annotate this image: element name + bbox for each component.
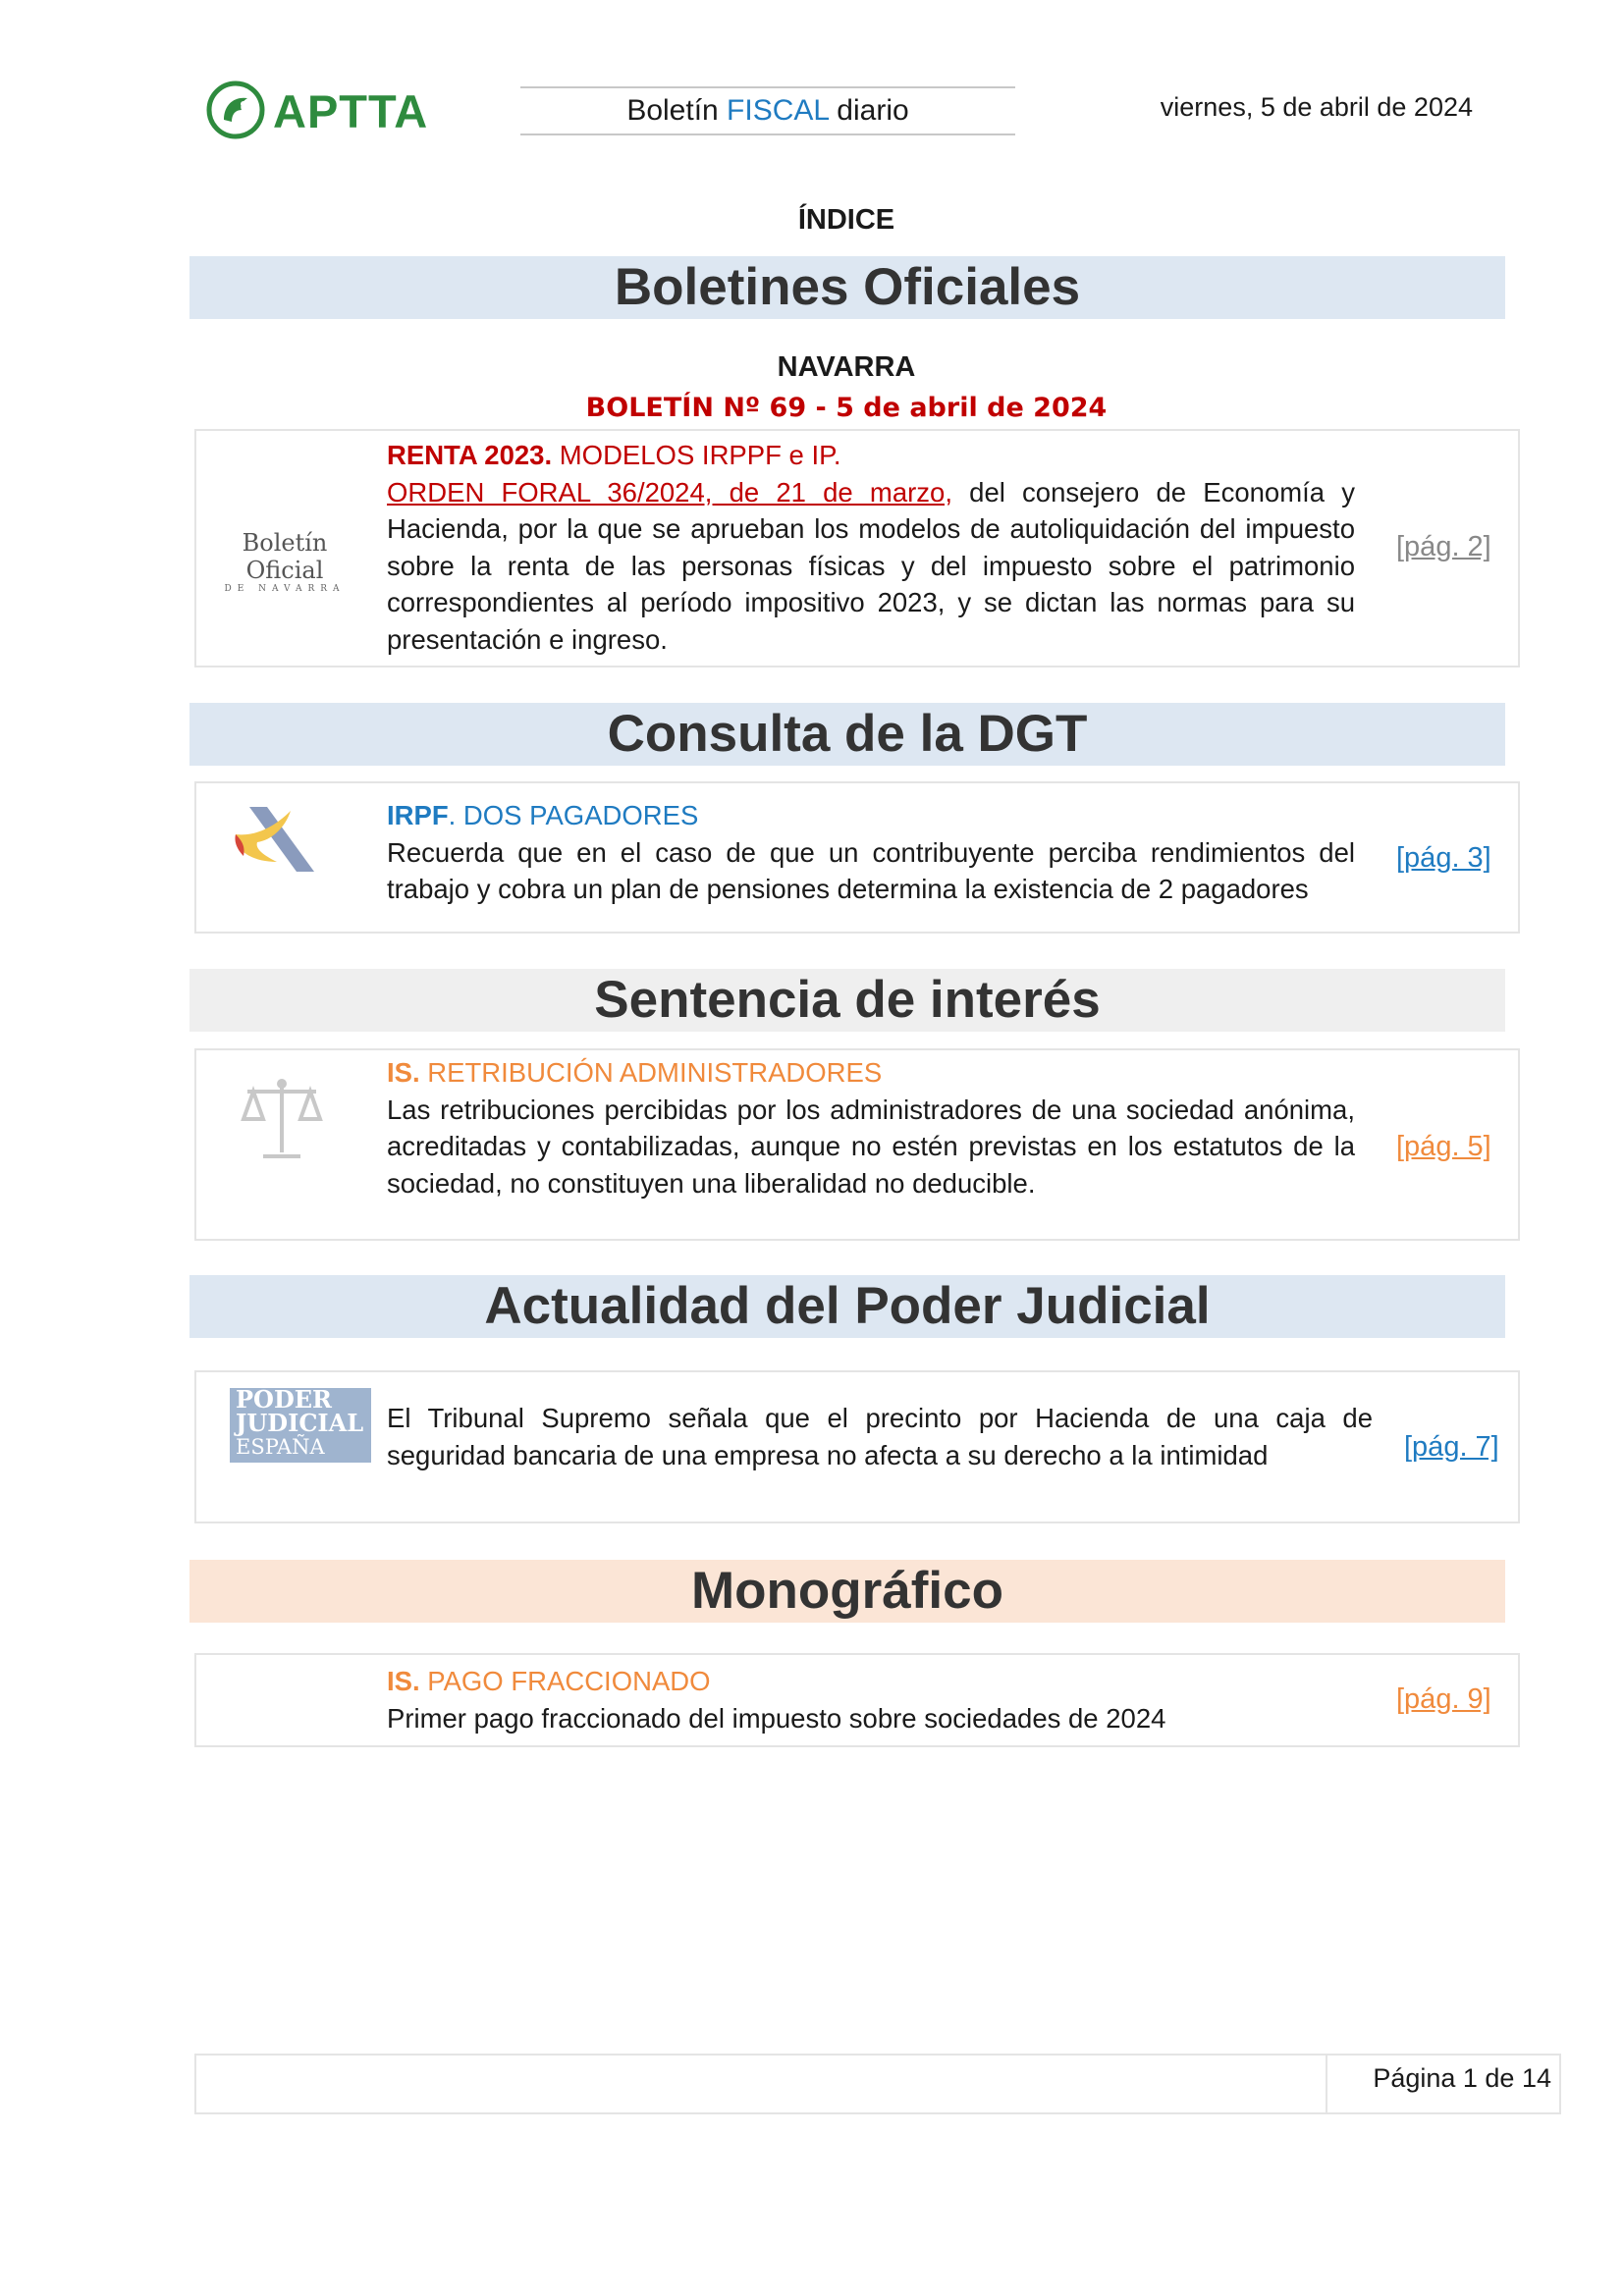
- aptta-logo: [206, 77, 461, 145]
- footer-box: [194, 2054, 1561, 2114]
- entry-card-boletines: [194, 429, 1520, 667]
- footer-divider: [1326, 2056, 1327, 2112]
- region-label: NAVARRA: [777, 351, 916, 383]
- issue-label: BOLETÍN Nº 69 - 5 de abril de 2024: [585, 393, 1108, 423]
- entry-text: RENTA 2023. MODELOS IRPPF e IP. ORDEN FORAL 36/2024, de 21 de marzo, del consejero de Economía y Hacienda, por la que se aprueban los modelos de autoliquidación del impuesto sobre la renta de las personas físicas y del impuesto sobre el patrimonio correspondientes al período impositivo 2023, y se dictan las normas para su presentación e ingreso.: [387, 440, 1355, 655]
- entry-text: IS. RETRIBUCIÓN ADMINISTRADORES Las retribuciones percibidas por los administradores de una sociedad anónima, acreditadas y contabilizadas, aunque no estén previstas en los estatutos de la sociedad, no constituyen una liberalidad no deducible.: [387, 1057, 1355, 1199]
- orden-foral-link[interactable]: ORDEN FORAL 36/2024, de 21 de marzo,: [387, 476, 952, 507]
- entry-text: IRPF. DOS PAGADORES Recuerda que en el caso de que un contribuyente perciba rendimientos del trabajo y cobra un plan de pensiones determina la existencia de 2 pagadores: [387, 800, 1355, 904]
- entry-text: El Tribunal Supremo señala que el precinto por Hacienda de una caja de seguridad bancaria de una empresa no afecta a su derecho a la intimidad: [387, 1403, 1373, 1470]
- page-number: Página 1 de 14: [1373, 2063, 1551, 2093]
- entry-text: IS. PAGO FRACCIONADO Primer pago fraccionado del impuesto sobre sociedades de 2024: [387, 1666, 1166, 1734]
- boletin-navarra-logo: Boletín Oficial DE NAVARRA: [224, 529, 346, 594]
- entry-card-sentencia: [194, 1048, 1520, 1241]
- page-ref-link-5[interactable]: [pág. 5]: [1396, 1131, 1491, 1162]
- section-banner-poder-judicial: Actualidad del Poder Judicial: [189, 1275, 1505, 1338]
- section-banner-sentencia: Sentencia de interés: [189, 969, 1505, 1032]
- section-banner-boletines: Boletines Oficiales: [189, 256, 1505, 319]
- page-ref-link-7[interactable]: [pág. 7]: [1404, 1431, 1499, 1463]
- page-ref-link-9[interactable]: [pág. 9]: [1396, 1683, 1491, 1715]
- poder-judicial-logo: PODER JUDICIAL ESPAÑA: [230, 1388, 371, 1463]
- index-title: ÍNDICE: [797, 204, 895, 236]
- entry-card-dgt: [194, 781, 1520, 934]
- header-date: viernes, 5 de abril de 2024: [1160, 92, 1473, 122]
- agencia-tributaria-icon: [232, 801, 320, 878]
- section-banner-dgt: Consulta de la DGT: [189, 703, 1505, 766]
- entry-card-monografico: [194, 1653, 1520, 1747]
- scales-of-justice-icon: [240, 1074, 324, 1162]
- aptta-logo-icon: [206, 80, 265, 139]
- page-ref-link-3[interactable]: [pág. 3]: [1396, 842, 1491, 874]
- entry-card-poder-judicial: [194, 1370, 1520, 1523]
- aptta-logo-text: APTTA: [273, 85, 429, 137]
- bulletin-title: Boletín FISCAL diario: [520, 86, 1015, 135]
- page-ref-link-2[interactable]: [pág. 2]: [1396, 531, 1491, 562]
- section-banner-monografico: Monográfico: [189, 1560, 1505, 1623]
